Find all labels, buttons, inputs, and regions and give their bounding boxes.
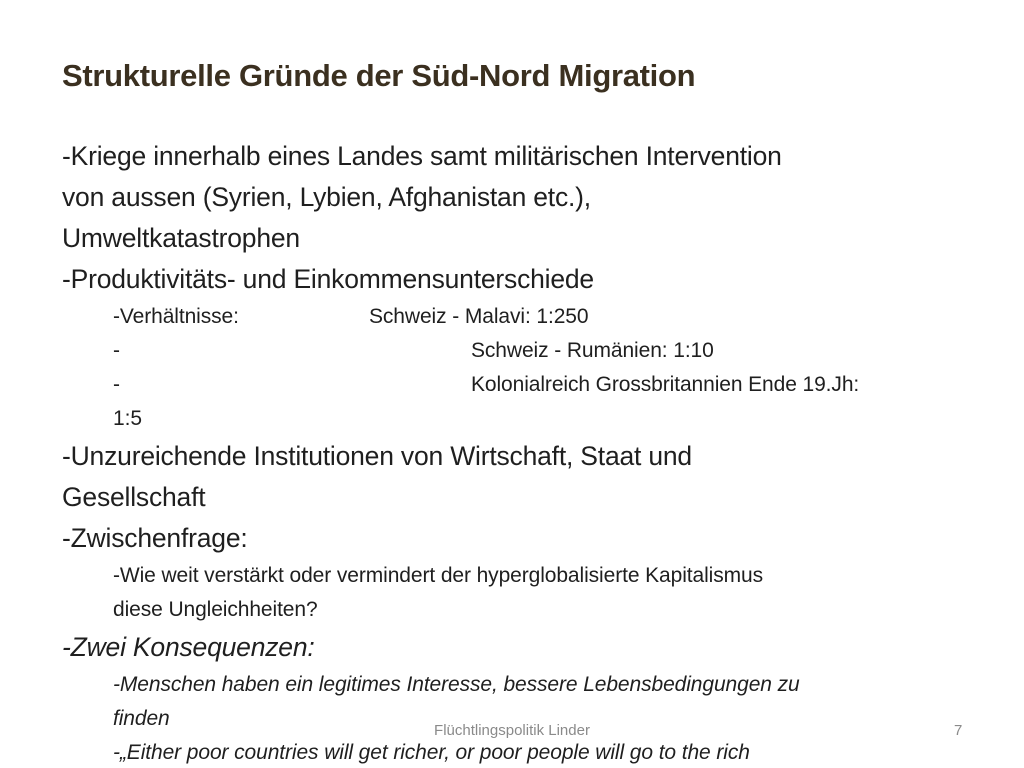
bullet-kriege-line-2: von aussen (Syrien, Lybien, Afghanistan etc.), — [62, 182, 591, 212]
page-number: 7 — [954, 722, 963, 739]
bullet-zwischenfrage: -Zwischenfrage: — [62, 523, 248, 553]
bullet-kriege-line-3: Umweltkatastrophen — [62, 223, 300, 253]
verhaeltnisse-row-2-dash: - — [113, 339, 120, 362]
zwischenfrage-sub-line-1: -Wie weit verstärkt oder vermindert der hyperglobalisierte Kapitalismus — [113, 564, 763, 587]
konsequenz-2-line-1: -„Either poor countries will get richer, or poor people will go to the rich — [113, 741, 750, 764]
slide-footer: Flüchtlingspolitik Linder — [434, 722, 590, 739]
konsequenz-1-line-1: -Menschen haben ein legitimes Interesse, bessere Lebensbedingungen zu — [113, 673, 800, 696]
konsequenz-1-line-2: finden — [113, 707, 170, 730]
bullet-konsequenzen: -Zwei Konsequenzen: — [62, 632, 315, 662]
verhaeltnisse-grossbritannien: Kolonialreich Grossbritannien Ende 19.Jh: — [471, 373, 860, 396]
verhaeltnisse-row-2 — [113, 334, 982, 368]
bullet-kriege-line-1: -Kriege innerhalb eines Landes samt militärischen Intervention — [62, 141, 782, 171]
verhaeltnisse-row-3-dash: - — [113, 373, 120, 396]
slide-body — [62, 136, 982, 768]
slide-title: Strukturelle Gründe der Süd-Nord Migration — [62, 58, 696, 93]
bullet-institutionen-line-1: -Unzureichende Institutionen von Wirtschaft, Staat und — [62, 441, 692, 471]
verhaeltnisse-malavi: Schweiz - Malavi: 1:250 — [369, 305, 589, 328]
verhaeltnisse-rumaenien: Schweiz - Rumänien: 1:10 — [471, 339, 714, 362]
zwischenfrage-sub-line-2: diese Ungleichheiten? — [113, 598, 318, 621]
verhaeltnisse-row-3-cont: 1:5 — [113, 407, 142, 430]
bullet-institutionen-line-2: Gesellschaft — [62, 482, 206, 512]
verhaeltnisse-row-3 — [113, 368, 982, 402]
bullet-produktivitaet: -Produktivitäts- und Einkommensunterschiede — [62, 264, 594, 294]
verhaeltnisse-label: -Verhältnisse: — [113, 305, 239, 328]
verhaeltnisse-row-1 — [113, 300, 982, 334]
